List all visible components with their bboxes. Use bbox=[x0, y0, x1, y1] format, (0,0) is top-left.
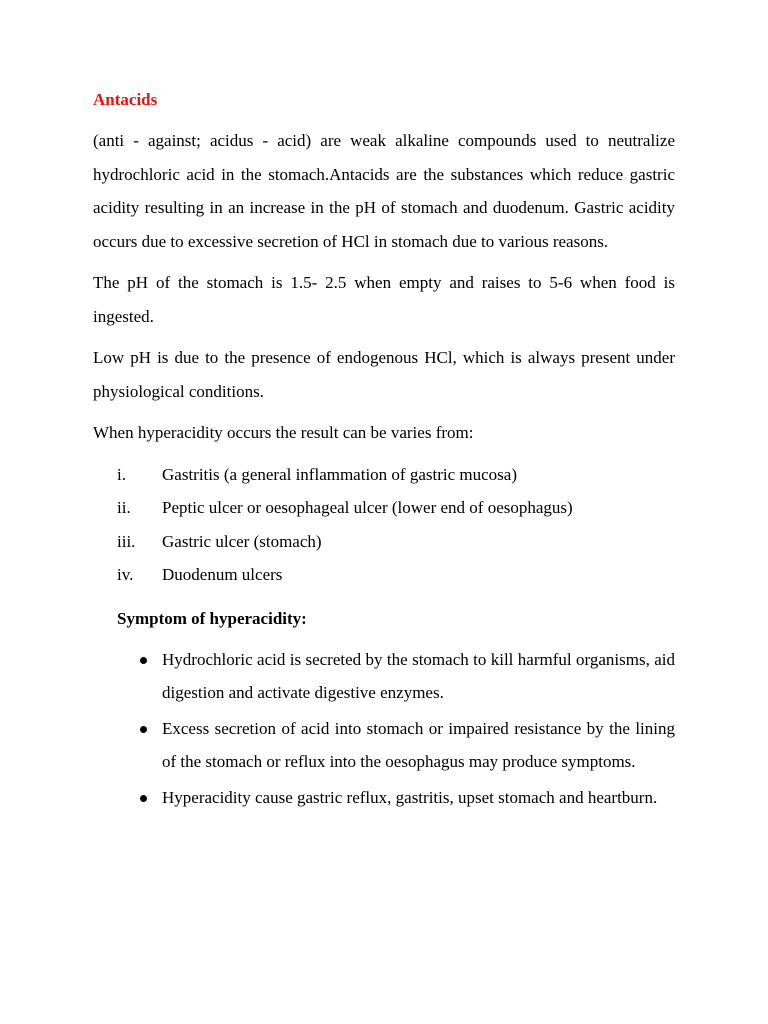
document-page bbox=[93, 86, 675, 816]
symptoms-list bbox=[93, 643, 675, 815]
page-title: Antacids bbox=[93, 90, 158, 109]
list-item bbox=[93, 525, 675, 559]
hyperacidity-paragraph: When hyperacidity occurs the result can be varies from: bbox=[93, 423, 474, 442]
list-text: Hydrochloric acid is secreted by the stomach to kill harmful organisms, aid digestion and activate digestive enzymes. bbox=[162, 649, 675, 702]
results-list bbox=[93, 458, 675, 592]
symptoms-heading: Symptom of hyperacidity: bbox=[117, 608, 307, 628]
list-text: Duodenum ulcers bbox=[162, 565, 283, 584]
bullet-icon bbox=[140, 726, 147, 733]
bullet-icon bbox=[140, 657, 147, 664]
bullet-icon bbox=[140, 795, 147, 802]
list-item bbox=[93, 558, 675, 592]
ph-paragraph: The pH of the stomach is 1.5- 2.5 when empty and raises to 5-6 when food is ingested. bbox=[93, 273, 675, 326]
list-text: Peptic ulcer or oesophageal ulcer (lower end of oesophagus) bbox=[162, 498, 573, 517]
intro-paragraph: (anti - against; acidus - acid) are weak alkaline compounds used to neutralize hydrochloric acid in the stomach.Antacids are the substances which reduce gastric acidity resulting in an increase in the pH of stomach and duodenum. Gastric acidity occurs due to excessive secretion of HCl in stomach due to various reasons. bbox=[93, 131, 675, 251]
list-text: Gastritis (a general inflammation of gastric mucosa) bbox=[162, 464, 517, 484]
list-number: iv. bbox=[117, 565, 134, 584]
list-item bbox=[137, 712, 675, 779]
list-number: i. bbox=[117, 464, 126, 484]
list-text: Gastric ulcer (stomach) bbox=[162, 531, 322, 551]
list-text: Hyperacidity cause gastric reflux, gastritis, upset stomach and heartburn. bbox=[162, 787, 658, 807]
list-number: iii. bbox=[117, 531, 136, 551]
list-item bbox=[137, 781, 675, 815]
list-item bbox=[93, 491, 675, 525]
list-number: ii. bbox=[117, 498, 131, 517]
low-ph-paragraph: Low pH is due to the presence of endogenous HCl, which is always present under physiological conditions. bbox=[93, 348, 675, 401]
list-item bbox=[93, 458, 675, 492]
list-text: Excess secretion of acid into stomach or impaired resistance by the lining of the stomach or reflux into the oesophagus may produce symptoms. bbox=[162, 718, 675, 771]
list-item bbox=[137, 643, 675, 710]
